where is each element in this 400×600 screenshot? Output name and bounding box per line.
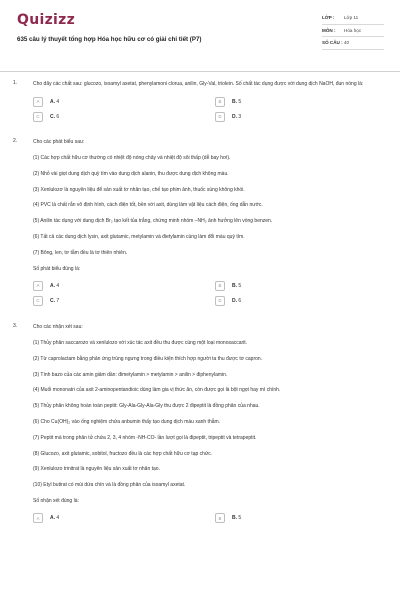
option-letter-box: D — [215, 296, 225, 306]
option-text — [232, 283, 241, 289]
option-row — [33, 96, 400, 108]
statement: (3) Xenlulozơ là nguyên liệu để sản xuất tơ nhân tạo, chế tạo phim ảnh, thuốc súng không khói. — [33, 186, 245, 193]
question-list — [0, 80, 400, 524]
option-key: D. — [232, 297, 237, 304]
statement: (7) Bông, len, tơ tằm đều là tơ thiên nhiên. — [33, 249, 128, 256]
answer-option-a[interactable] — [33, 512, 215, 524]
option-text — [232, 99, 241, 105]
meta-value: 40 — [344, 40, 350, 46]
question-prompt: Số nhận xét đúng là: — [33, 498, 79, 505]
statement: (4) Muối mononatri của axit 2-aminopentandioic dùng làm gia vị thức ăn, còn được gọi là bột ngọt hay mì chính. — [33, 387, 281, 394]
answer-option-a[interactable] — [33, 96, 215, 108]
option-letter-box: A — [33, 513, 43, 523]
meta-row-count — [322, 37, 384, 50]
option-text — [50, 114, 59, 120]
meta-label: MÔN : — [322, 27, 336, 33]
option-key: A. — [50, 282, 55, 289]
meta-row-subject — [322, 25, 384, 38]
statement: (8) Glucozo, axit glutamic, sobitol, fructozo đều là các hợp chất hữu cơ tạp chức. — [33, 450, 213, 457]
document-header — [0, 0, 400, 66]
statement: (3) Tính bazo của các amin giảm dần: đimetylamin > metylamin > anilin > điphenylamin. — [33, 371, 228, 378]
option-text — [50, 99, 59, 105]
question-prompt: Số phát biểu đúng là: — [33, 265, 81, 272]
answer-option-b[interactable] — [215, 512, 397, 524]
statement-list — [0, 154, 400, 257]
answer-option-d[interactable] — [215, 111, 397, 123]
answer-option-d[interactable] — [215, 295, 397, 307]
option-letter-box: C — [33, 112, 43, 122]
meta-label: LỚP : — [322, 15, 335, 21]
header-divider — [0, 71, 400, 72]
option-text — [50, 298, 59, 304]
option-row — [33, 295, 400, 307]
meta-value: Lớp 11 — [344, 15, 359, 21]
statement: (10) Etyl butirat có mùi dứa chín và là đồng phân của isoamyl axetat. — [33, 482, 186, 489]
statement: (9) Xenlulozo trinitrat là nguyên liệu sản xuất tơ nhân tạo. — [33, 466, 160, 473]
option-letter-box: B — [215, 513, 225, 523]
option-value: 5 — [238, 515, 242, 522]
option-value: 3 — [238, 113, 242, 120]
option-value: 4 — [56, 282, 60, 289]
document-title: 635 câu lý thuyết tổng hợp Hóa học hữu cơ có giải chi tiết (P7) — [17, 36, 202, 43]
option-letter-box: C — [33, 296, 43, 306]
meta-label: SỐ CÂU : — [322, 40, 343, 46]
answer-option-c[interactable] — [33, 111, 215, 123]
quizizz-logo: Quizizz — [17, 12, 76, 28]
option-key: B. — [232, 282, 237, 289]
statement: (6) Tất cả các dung dịch lysin, axit glutamic, metylamin và đietylamin cùng làm đổi màu quỳ tím. — [33, 233, 245, 240]
option-value: 5 — [238, 98, 242, 105]
question-block — [0, 323, 400, 524]
option-row — [33, 111, 400, 123]
statement: (2) Từ caprolactam bằng phản ứng trùng ngưng trong điều kiện thích hợp người ta thu được tơ capron. — [33, 355, 263, 362]
statement: (5) Anilin tác dụng với dung dịch Br₂ tạo kết tủa trắng, chứng minh nhóm –NH₂ ảnh hưởng lên vòng benzen. — [33, 218, 273, 225]
statement: (7) Peptit mà trong phân tử chứa 2, 3, 4 nhóm -NH-CO- lần lượt gọi là đipeptit, tripeptit và tetrapeptit. — [33, 434, 257, 441]
option-value: 4 — [56, 98, 60, 105]
option-key: D. — [232, 113, 237, 120]
statement: (1) Các hợp chất hữu cơ thường có nhiệt độ nóng chảy và nhiệt độ sôi thấp (dễ bay hơi). — [33, 155, 231, 161]
option-text — [232, 515, 241, 521]
question-number: 3. — [13, 322, 18, 329]
option-letter-box: B — [215, 97, 225, 107]
answer-option-b[interactable] — [215, 96, 397, 108]
option-key: B. — [232, 98, 237, 105]
option-letter-box: A — [33, 281, 43, 291]
option-value: 7 — [56, 297, 60, 304]
question-number: 1. — [13, 80, 18, 86]
option-key: A. — [50, 98, 55, 105]
question-number: 2. — [13, 137, 18, 144]
question-block — [0, 80, 400, 123]
option-key: C. — [50, 113, 55, 120]
statement: (5) Thủy phân không hoàn toàn peptit: Gly-Ala-Gly-Ala-Gly thu được 2 đipeptit là đồng phân của nhau. — [33, 403, 260, 410]
statement: (2) Nhỏ vài giọt dung dịch quỳ tím vào dung dịch alanin, thu được dung dịch không màu. — [33, 170, 229, 177]
option-text — [232, 298, 241, 304]
option-letter-box: A — [33, 97, 43, 107]
question-block — [0, 138, 400, 307]
statement-list — [0, 339, 400, 489]
meta-row-class — [322, 12, 384, 25]
question-text: Cho các phát biểu sau: — [33, 138, 85, 145]
option-value: 5 — [238, 282, 242, 289]
option-key: C. — [50, 297, 55, 304]
statement: (1) Thủy phân saccarozo và xenlulozo với xúc tác axit đều thu được cùng một loại monosaccarit. — [33, 340, 248, 347]
meta-value: Hóa học — [344, 27, 362, 33]
option-key: B. — [232, 515, 237, 522]
option-value: 6 — [238, 297, 242, 304]
option-letter-box: B — [215, 281, 225, 291]
answer-option-c[interactable] — [33, 295, 215, 307]
meta-table — [322, 12, 384, 50]
option-key: A. — [50, 515, 55, 522]
statement: (4) PVC là chất rắn vô định hình, cách điện tốt, bền với axit, dùng làm vật liệu cách điện, ống dẫn nước. — [33, 202, 263, 209]
answer-option-b[interactable] — [215, 280, 397, 292]
option-text — [50, 283, 59, 289]
question-text: Cho các nhận xét sau: — [33, 323, 83, 330]
statement: (6) Cho Cu(OH)₂ vào ống nghiệm chứa anbumin thấy tạo dung dịch màu xanh thẫm. — [33, 419, 221, 426]
option-value: 4 — [56, 515, 60, 522]
option-text — [50, 515, 59, 521]
option-text — [232, 114, 241, 120]
option-value: 6 — [56, 113, 60, 120]
option-letter-box: D — [215, 112, 225, 122]
question-text: Cho dãy các chất sau: glucozo, isoamyl axetat, phenylamoni clorua, anilin, Gly-Val, triolein. Số chất tác dụng được với dung dịch NaOH, đun nóng là: — [33, 81, 364, 87]
option-row — [33, 512, 400, 524]
answer-option-a[interactable] — [33, 280, 215, 292]
option-row — [33, 280, 400, 292]
